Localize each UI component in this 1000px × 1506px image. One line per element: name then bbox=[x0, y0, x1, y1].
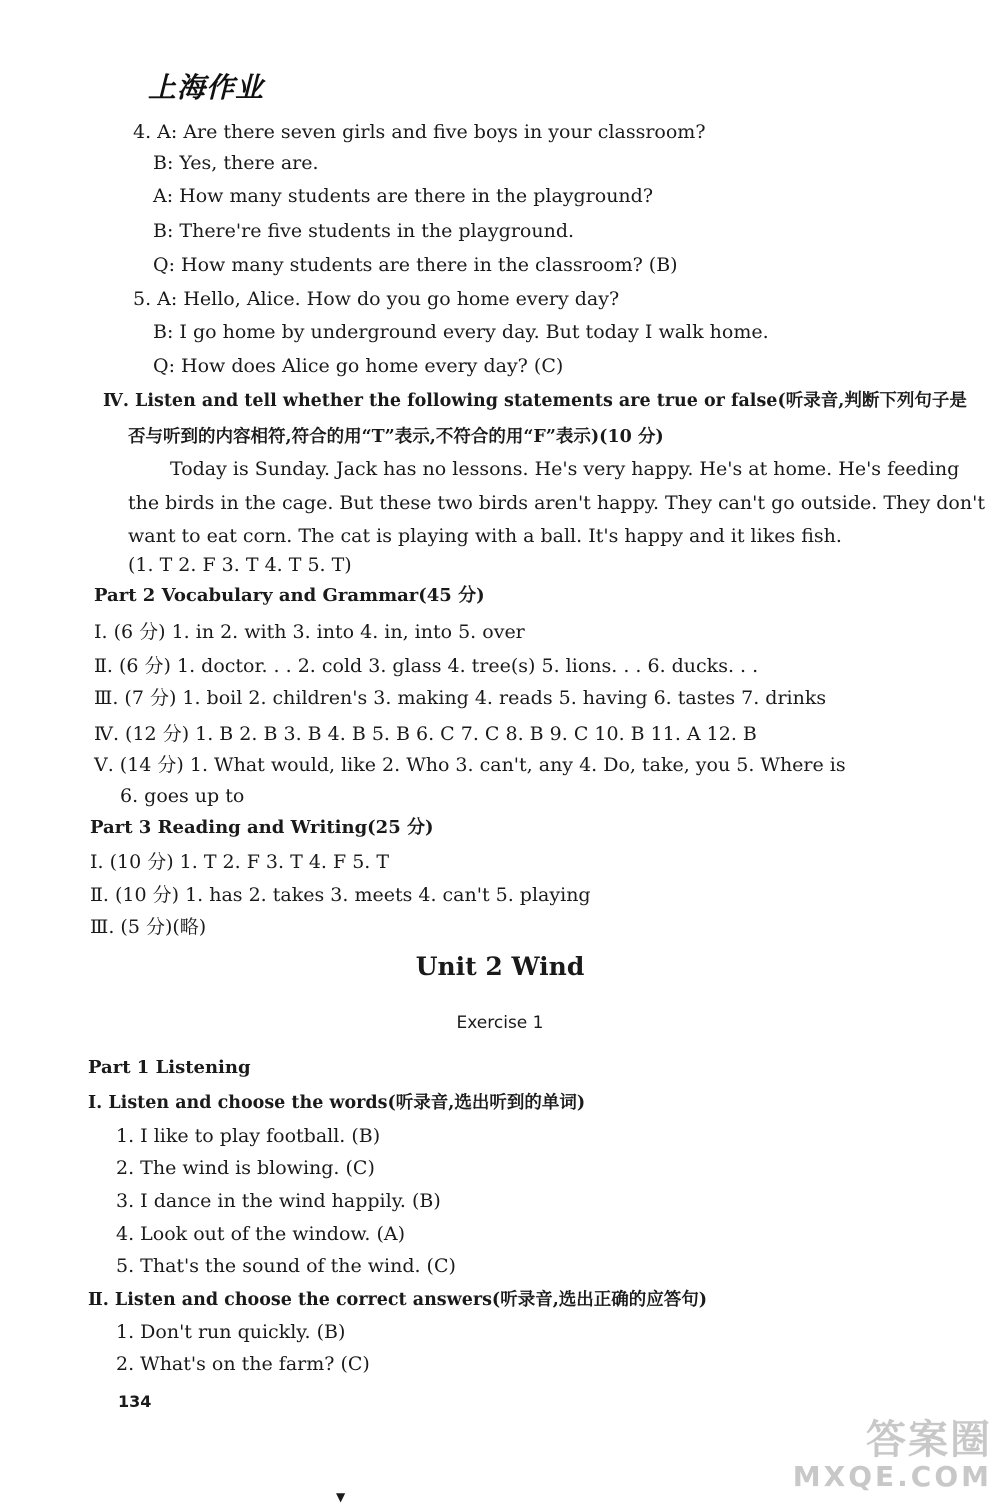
answer-line: 4. Look out of the window. (A) bbox=[116, 1223, 406, 1245]
answer-line: 2. The wind is blowing. (C) bbox=[116, 1157, 375, 1179]
answer-line: B: There're five students in the playground. bbox=[153, 220, 575, 242]
answer-line: 5. That's the sound of the wind. (C) bbox=[116, 1255, 456, 1277]
answer-line: 2. What's on the farm? (C) bbox=[116, 1353, 370, 1375]
part-heading: Part 2 Vocabulary and Grammar(45 分) bbox=[94, 585, 485, 606]
answer-line: Ⅴ. (14 分) 1. What would, like 2. Who 3. can't, any 4. Do, take, you 5. Where is bbox=[94, 754, 846, 776]
answer-line: A: How many students are there in the playground? bbox=[153, 185, 654, 207]
exercise-title: Exercise 1 bbox=[456, 1013, 544, 1033]
section-heading: Ⅰ. Listen and choose the words(听录音,选出听到的单词) bbox=[88, 1093, 586, 1113]
watermark bbox=[792, 1418, 992, 1496]
passage-line: want to eat corn. The cat is playing with a ball. It's happy and it likes fish. bbox=[128, 525, 842, 547]
answer-line: 4. A: Are there seven girls and five boys in your classroom? bbox=[133, 121, 706, 143]
answer-line: Ⅲ. (7 分) 1. boil 2. children's 3. making 4. reads 5. having 6. tastes 7. drinks bbox=[94, 687, 827, 709]
answer-line: Ⅲ. (5 分)(略) bbox=[90, 916, 207, 938]
answer-line: Ⅳ. (12 分) 1. B 2. B 3. B 4. B 5. B 6. C 7. C 8. B 9. C 10. B 11. A 12. B bbox=[94, 723, 757, 745]
answer-line: Ⅰ. (10 分) 1. T 2. F 3. T 4. F 5. T bbox=[90, 851, 390, 873]
answer-line: 6. goes up to bbox=[120, 785, 245, 807]
unit-title: Unit 2 Wind bbox=[415, 952, 585, 981]
section-heading: 否与听到的内容相符,符合的用“T”表示,不符合的用“F”表示)(10 分) bbox=[128, 427, 664, 447]
passage-line: Today is Sunday. Jack has no lessons. He's very happy. He's at home. He's feeding bbox=[170, 458, 960, 480]
answer-line: 3. I dance in the wind happily. (B) bbox=[116, 1190, 441, 1212]
section-heading: Ⅱ. Listen and choose the correct answers(听录音,选出正确的应答句) bbox=[88, 1290, 708, 1310]
answer-line: 1. Don't run quickly. (B) bbox=[116, 1321, 346, 1343]
answer-line: B: Yes, there are. bbox=[153, 152, 319, 174]
passage-line: the birds in the cage. But these two birds aren't happy. They can't go outside. They don't bbox=[128, 492, 985, 514]
answer-line: 1. I like to play football. (B) bbox=[116, 1125, 381, 1147]
watermark-url: MXQE.COM bbox=[792, 1460, 992, 1493]
part-heading: Part 1 Listening bbox=[88, 1057, 251, 1078]
series-logo: 上海作业 bbox=[148, 71, 265, 104]
answer-line: 5. A: Hello, Alice. How do you go home every day? bbox=[133, 288, 620, 310]
answer-line: Ⅰ. (6 分) 1. in 2. with 3. into 4. in, into 5. over bbox=[94, 621, 525, 643]
section-heading: Ⅳ. Listen and tell whether the following statements are true or false(听录音,判断下列句子是 bbox=[103, 391, 967, 411]
answer-line: B: I go home by underground every day. But today I walk home. bbox=[153, 321, 769, 343]
answer-line: Q: How does Alice go home every day? (C) bbox=[153, 355, 564, 377]
answer-line: Ⅱ. (6 分) 1. doctor. . . 2. cold 3. glass 4. tree(s) 5. lions. . . 6. ducks. . . bbox=[94, 655, 759, 677]
watermark-brand: 答案圈 bbox=[866, 1417, 992, 1463]
page-number: 134 bbox=[118, 1392, 152, 1411]
answer-line: (1. T 2. F 3. T 4. T 5. T) bbox=[128, 554, 352, 576]
answer-line: Ⅱ. (10 分) 1. has 2. takes 3. meets 4. can't 5. playing bbox=[90, 884, 591, 906]
scan-mark-icon: ▼ bbox=[336, 1490, 346, 1504]
part-heading: Part 3 Reading and Writing(25 分) bbox=[90, 817, 434, 838]
answer-line: Q: How many students are there in the classroom? (B) bbox=[153, 254, 678, 276]
